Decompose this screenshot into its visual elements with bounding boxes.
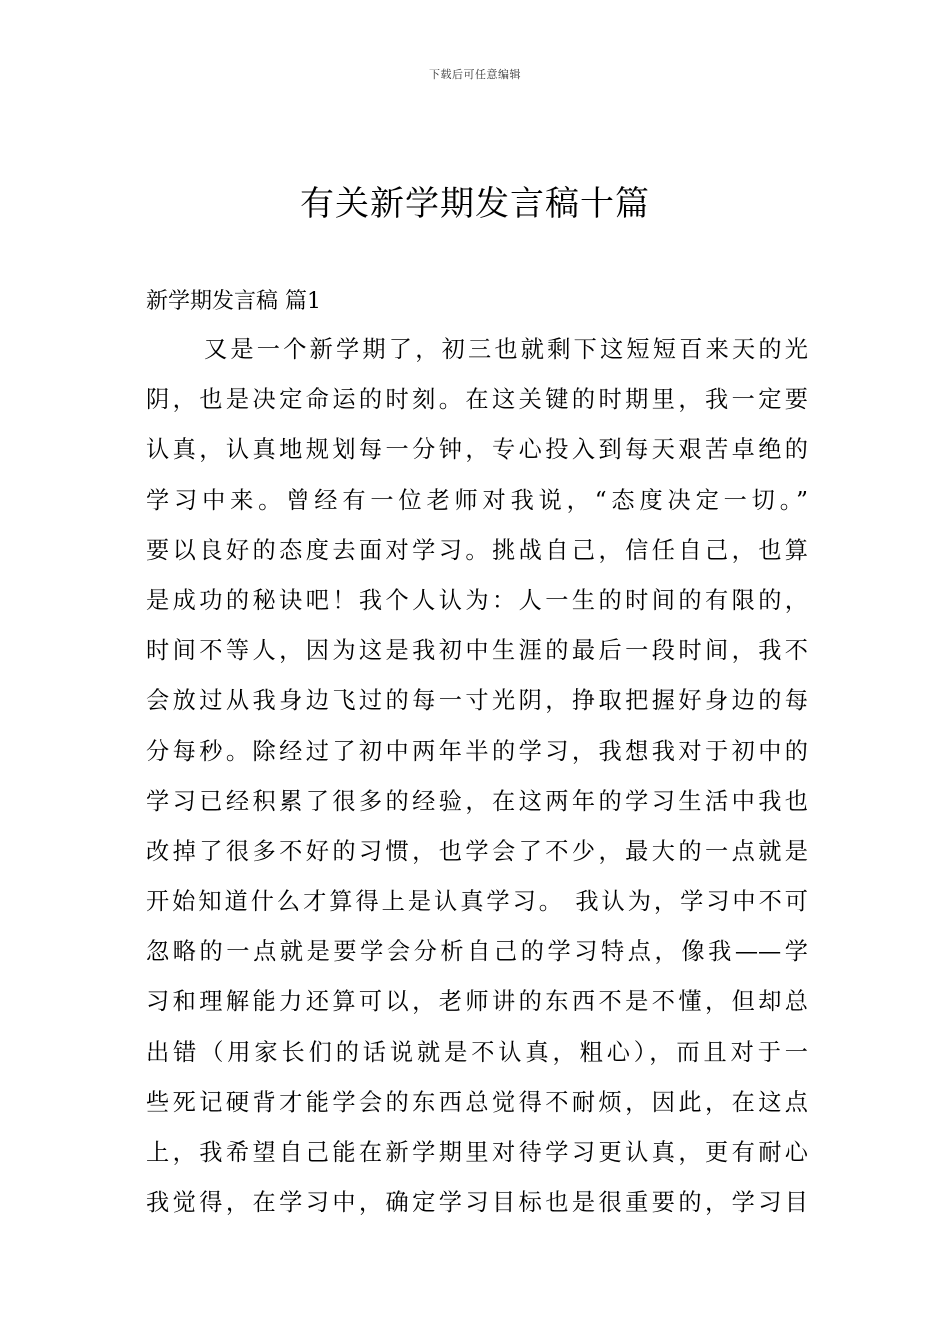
document-title: 有关新学期发言稿十篇 [300,184,650,224]
body-text [146,331,808,1234]
body-line: 学习中来。曾经有一位老师对我说，“态度决定一切。” [146,486,808,514]
body-line: 又是一个新学期了，初三也就剩下这短短百来天的光 [204,336,808,363]
body-line: 要以良好的态度去面对学习。挑战自己，信任自己，也算 [146,536,808,564]
body-line: 些死记硬背才能学会的东西总觉得不耐烦，因此，在这点 [146,1088,808,1116]
body-line: 是成功的秘诀吧！我个人认为：人一生的时间的有限的， [146,586,808,614]
body-line: 时间不等人，因为这是我初中生涯的最后一段时间，我不 [146,637,808,665]
body-line: 上，我希望自己能在新学期里对待学习更认真，更有耐心 [146,1139,808,1166]
body-line: 会放过从我身边飞过的每一寸光阴，挣取把握好身边的每 [146,687,808,715]
body-line: 开始知道什么才算得上是认真学习。 我认为，学习中不可 [146,888,808,916]
body-line: 阴，也是决定命运的时刻。在这关键的时期里，我一定要 [146,386,808,414]
body-line: 我觉得，在学习中，确定学习目标也是很重要的，学习目 [146,1189,808,1217]
body-line: 学习已经积累了很多的经验，在这两年的学习生活中我也 [146,787,808,815]
header-note: 下载后可任意编辑 [429,68,521,81]
body-line: 改掉了很多不好的习惯，也学会了不少，最大的一点就是 [146,837,808,865]
body-line: 忽略的一点就是要学会分析自己的学习特点，像我——学 [146,938,808,966]
body-line: 习和理解能力还算可以，老师讲的东西不是不懂，但却总 [146,988,808,1016]
section-heading: 新学期发言稿 篇1 [146,289,321,314]
body-line: 认真，认真地规划每一分钟，专心投入到每天艰苦卓绝的 [146,436,808,464]
body-line: 分每秒。除经过了初中两年半的学习，我想我对于初中的 [146,737,808,765]
body-line: 出错（用家长们的话说就是不认真，粗心），而且对于一 [146,1038,808,1066]
